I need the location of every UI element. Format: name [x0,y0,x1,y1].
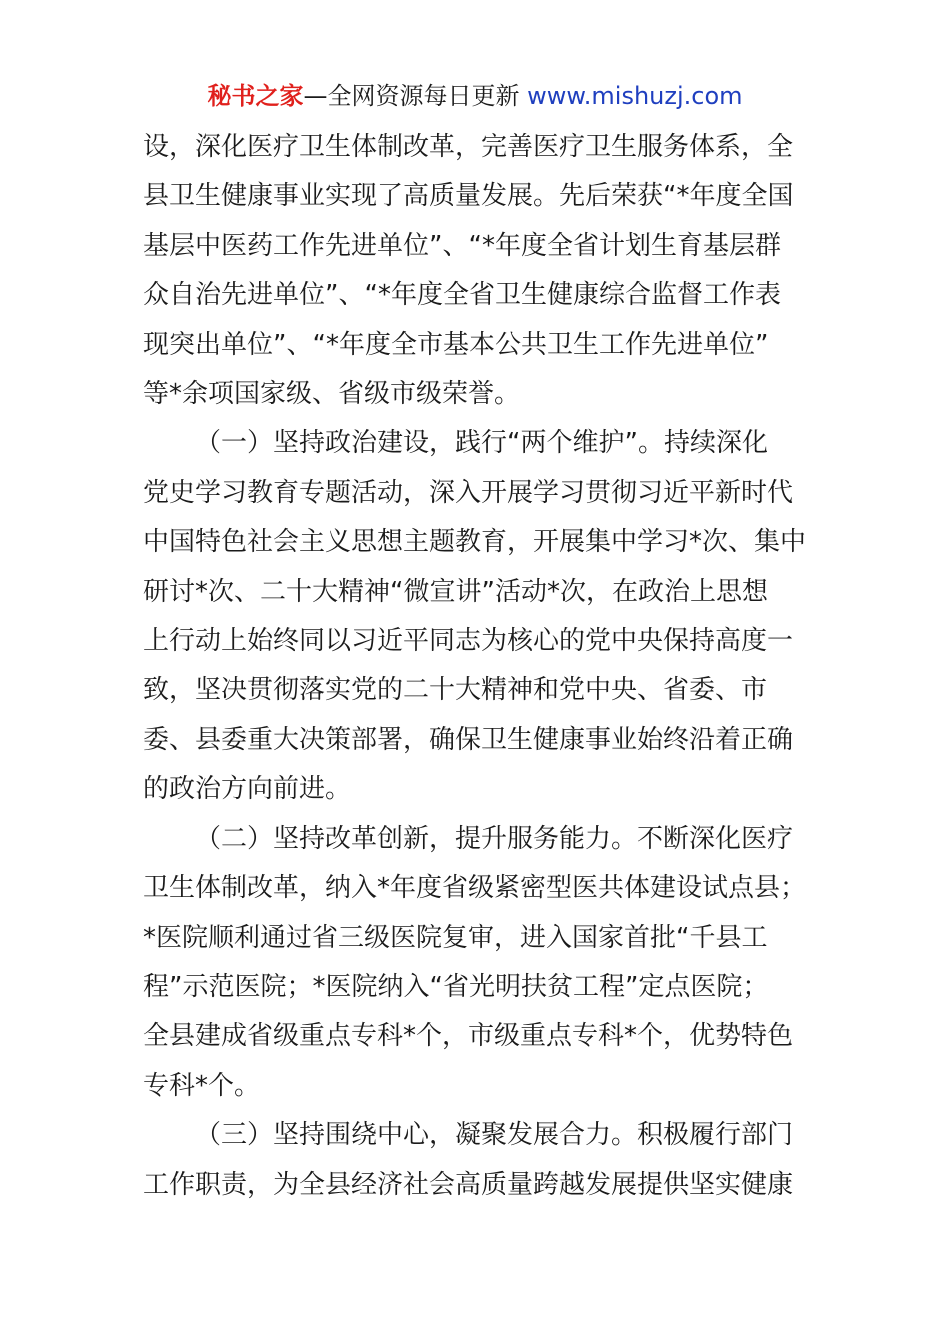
document-body [143,123,807,1210]
text-line: 致，坚决贯彻落实党的二十大精神和党中央、省委、市 [143,675,768,706]
paragraph-section-3 [143,1111,807,1210]
site-url-link[interactable]: www.mishuzj.com [527,82,743,110]
text-line: 的政治方向前进。 [143,774,352,805]
paragraph-intro-continued [143,123,807,419]
text-line: 县卫生健康事业实现了高质量发展。先后荣获“*年度全国 [143,181,794,212]
text-line: 设，深化医疗卫生体制改革，完善医疗卫生服务体系，全 [143,132,794,162]
text-line: 现突出单位”、“*年度全市基本公共卫生工作先进单位” [143,329,769,360]
text-line: 众自治先进单位”、“*年度全省卫生健康综合监督工作表 [143,280,781,311]
text-line: 委、县委重大决策部署，确保卫生健康事业始终沿着正确 [143,724,794,755]
page-header [0,80,950,112]
text-line: 全县建成省级重点专科*个，市级重点专科*个，优势特色 [143,1021,794,1052]
text-line: 研讨*次、二十大精神“微宣讲”活动*次，在政治上思想 [143,576,768,607]
site-brand: 秘书之家 [207,82,304,110]
text-line: （三）坚持围绕中心，凝聚发展合力。积极履行部门 [195,1120,794,1151]
paragraph-section-1 [143,419,807,814]
text-line: 专科*个。 [143,1070,261,1101]
text-line: （二）坚持改革创新，提升服务能力。不断深化医疗 [195,823,794,854]
text-line: 基层中医药工作先进单位”、“*年度全省计划生育基层群 [143,230,781,261]
text-line: （一）坚持政治建设，践行“两个维护”。持续深化 [195,428,768,459]
text-line: 程”示范医院；*医院纳入“省光明扶贫工程”定点医院； [143,971,769,1002]
text-line: 中国特色社会主义思想主题教育，开展集中学习*次、集中 [143,527,807,558]
text-line: 等*余项国家级、省级市级荣誉。 [143,379,521,410]
text-line: 党史学习教育专题活动，深入开展学习贯彻习近平新时代 [143,477,794,508]
text-line: *医院顺利通过省三级医院复审，进入国家首批“千县工 [143,922,768,953]
text-line: 工作职责，为全县经济社会高质量跨越发展提供坚实健康 [143,1169,794,1200]
text-line: 上行动上始终同以习近平同志为核心的党中央保持高度一 [143,626,794,657]
paragraph-section-2 [143,815,807,1111]
text-line: 卫生体制改革，纳入*年度省级紧密型医共体建设试点县； [143,873,807,904]
site-tagline: —全网资源每日更新 [303,82,528,110]
